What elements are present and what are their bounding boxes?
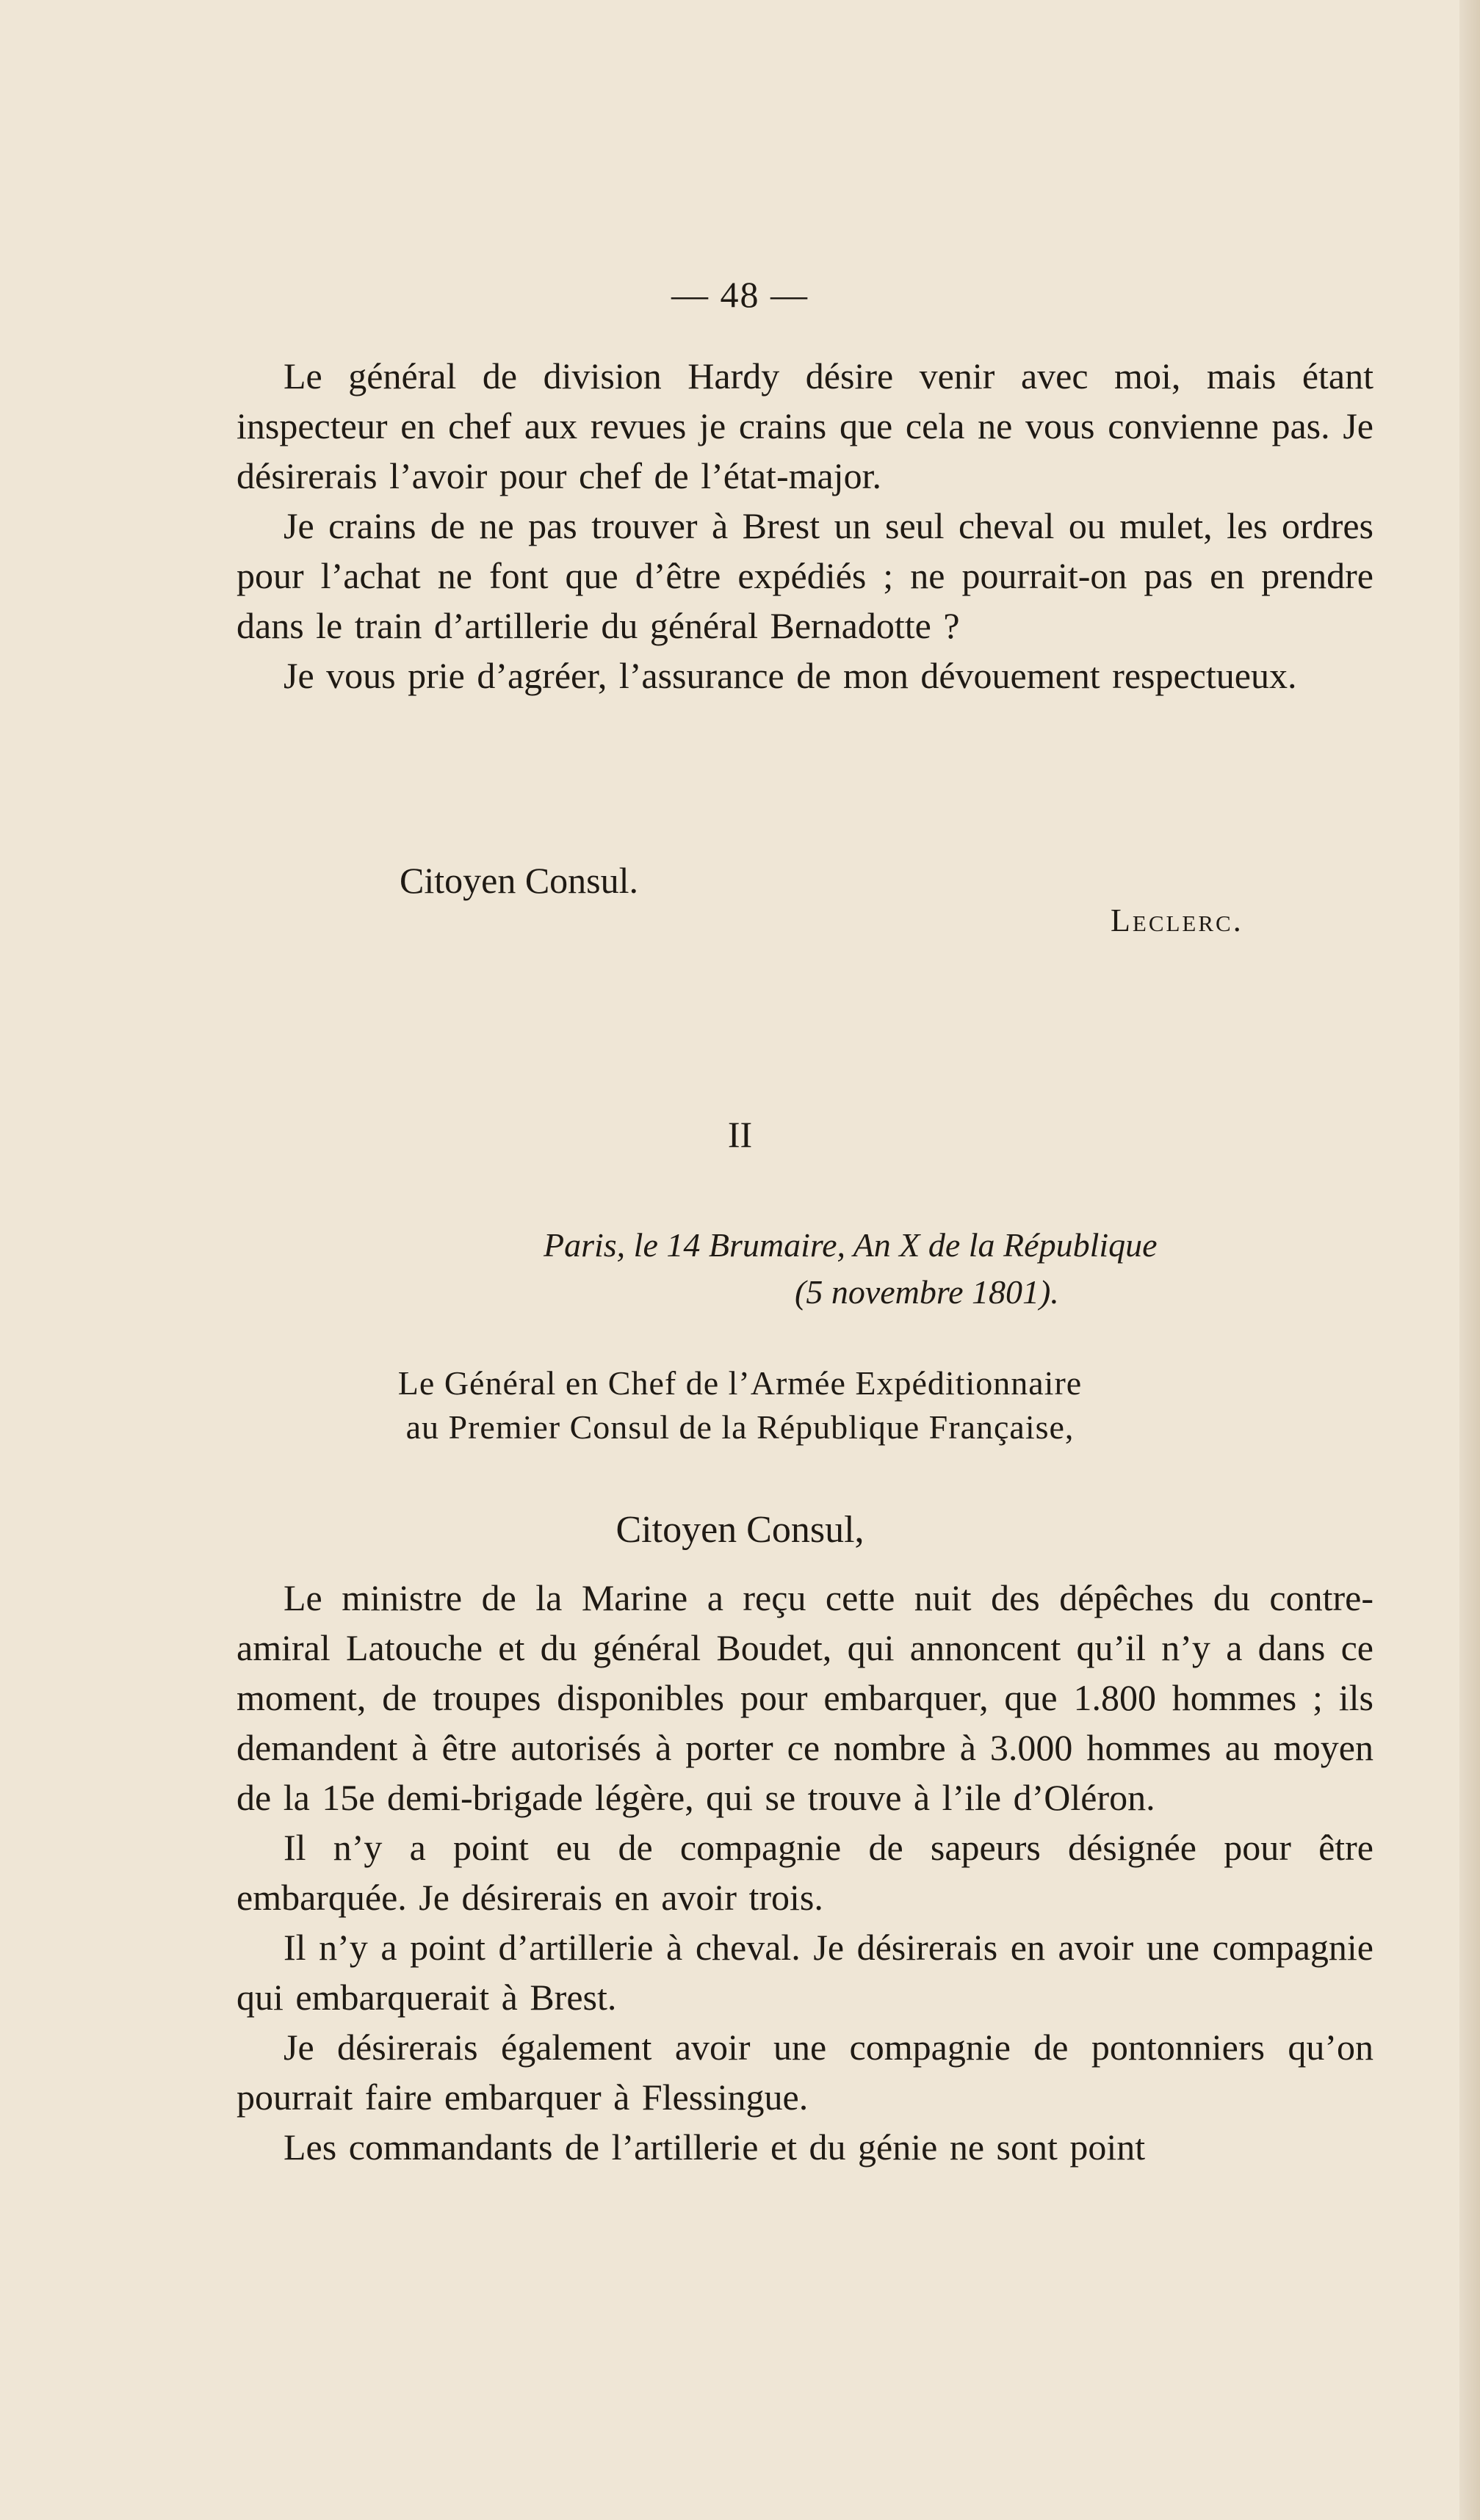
letter-1-paragraph-1: Le général de division Hardy désire venir avec moi, mais étant inspecteur en chef aux revues je crains que cela ne vous convienne pas. Je désirerais l’avoir pour chef de l’état-major. [237, 355, 1373, 496]
letter-1-signature: Leclerc. [1111, 902, 1243, 938]
letter-1-paragraph-2: Je crains de ne pas trouver à Brest un seul cheval ou mulet, les ordres pour l’achat ne font que d’être expédiés ; ne pourrait-on pas en prendre dans le train d’artillerie du général Bernadotte ? [237, 505, 1373, 646]
section-number: II [727, 1114, 753, 1155]
letter-2-paragraph-2: Il n’y a point eu de compagnie de sapeurs désignée pour être embarquée. Je désirerais en avoir trois. [237, 1827, 1373, 1918]
letter-2-paragraph-5: Les commandants de l’artillerie et du génie ne sont point [284, 2126, 1146, 2168]
letter-header [0, 1361, 1480, 1449]
letter-2-salutation: Citoyen Consul, [616, 1509, 864, 1551]
dateline-line-1: Paris, le 14 Brumaire, An X de la République [544, 1226, 1158, 1264]
letter-header-line-1: Le Général en Chef de l’Armée Expéditionnaire [397, 1364, 1083, 1402]
letter-1-body [237, 351, 1373, 700]
dateline-line-2: (5 novembre 1801). [795, 1273, 1059, 1311]
page-edge [1459, 0, 1480, 2520]
dateline [544, 1222, 1158, 1316]
letter-2-body [237, 1573, 1373, 2172]
letter-2-paragraph-4: Je désirerais également avoir une compagnie de pontonniers qu’on pourrait faire embarquer à Flessingue. [237, 2027, 1373, 2118]
letter-2-paragraph-1: Le ministre de la Marine a reçu cette nuit des dépêches du contre-amiral Latouche et du général Boudet, qui annoncent qu’il n’y a dans ce moment, de troupes disponibles pour embarquer, que 1.800 hommes ; ils demandent à être autorisés à porter ce nombre à 3.000 hommes au moyen de la 15e demi-brigade légère, qui se trouve à l’ile d’Oléron. [237, 1577, 1373, 1818]
letter-header-line-2: au Premier Consul de la République Française, [405, 1408, 1075, 1446]
letter-1-salutation: Citoyen Consul. [400, 860, 639, 901]
letter-2-paragraph-3: Il n’y a point d’artillerie à cheval. Je désirerais en avoir une compagnie qui embarquerait à Brest. [237, 1927, 1373, 2018]
page-number: — 48 — [671, 274, 809, 315]
letter-1-paragraph-3: Je vous prie d’agréer, l’assurance de mon dévouement respectueux. [284, 655, 1297, 696]
